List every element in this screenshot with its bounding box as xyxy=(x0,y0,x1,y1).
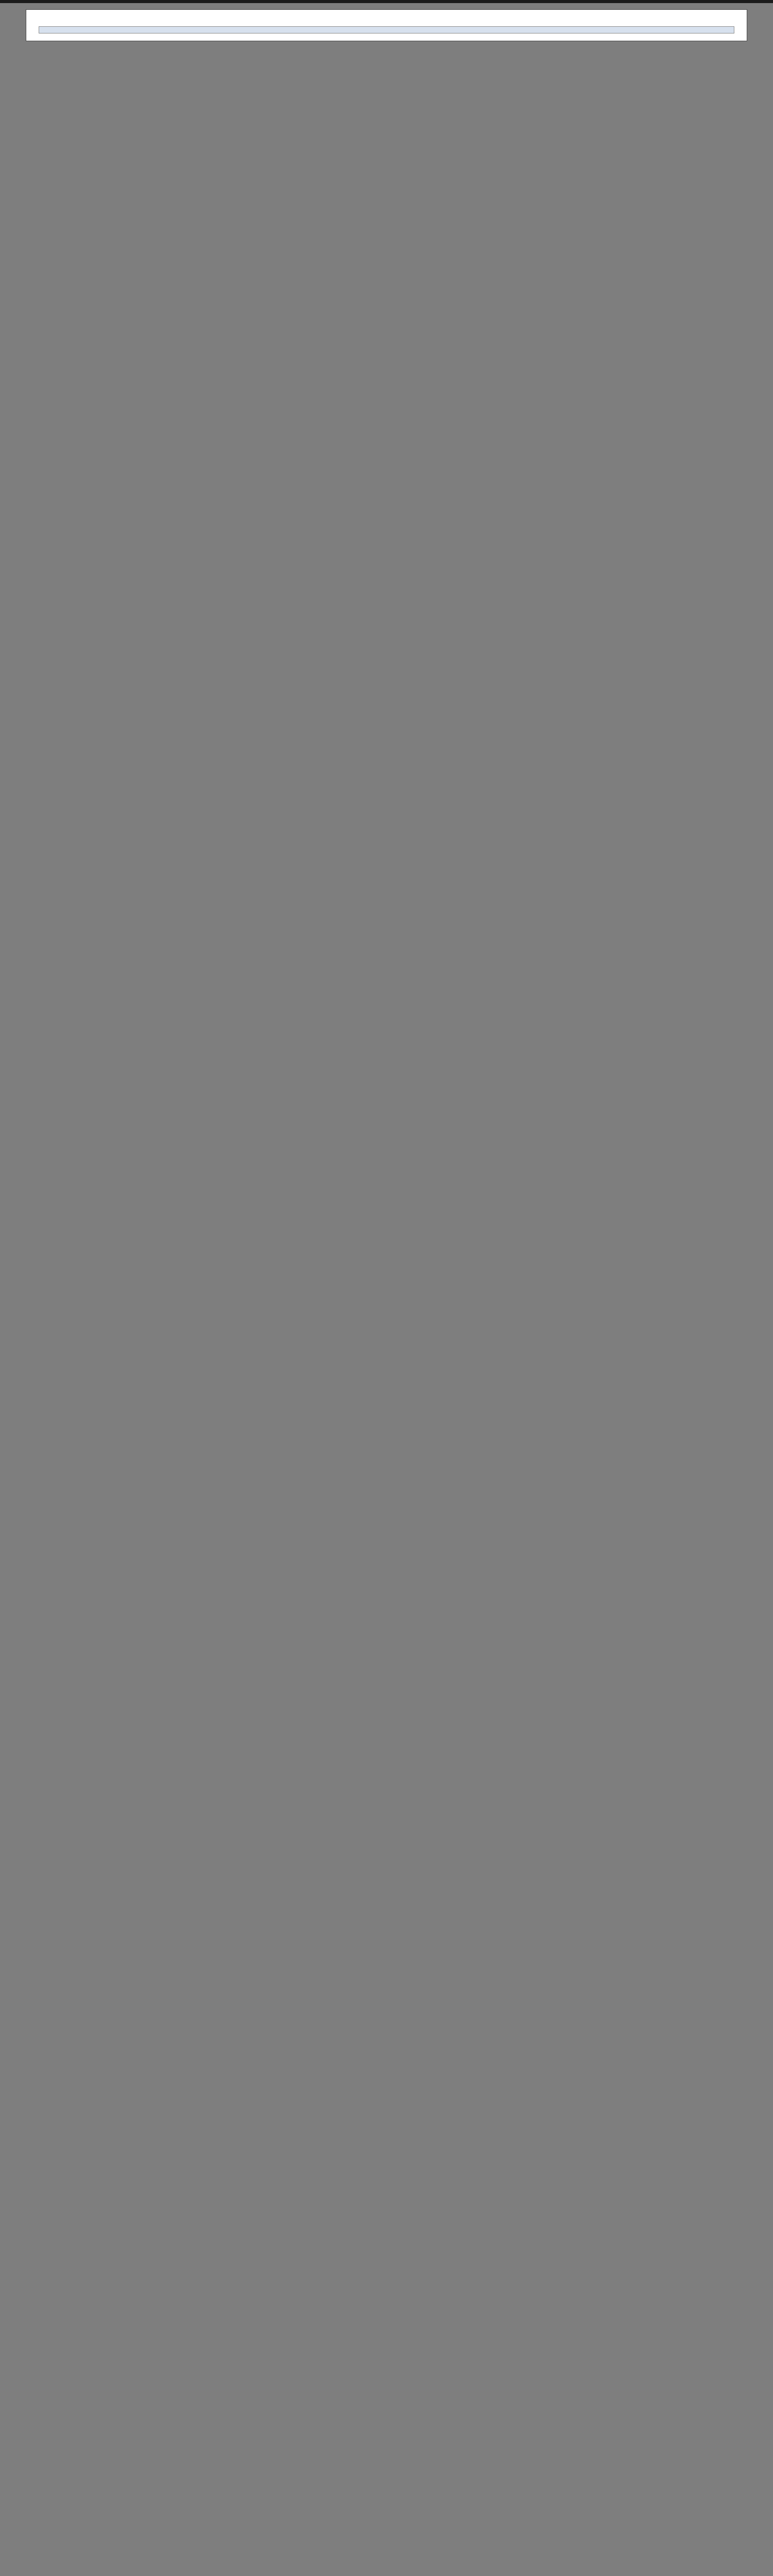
top-strip xyxy=(0,0,773,3)
section-basic-header xyxy=(39,26,734,33)
page-1 xyxy=(26,9,747,41)
